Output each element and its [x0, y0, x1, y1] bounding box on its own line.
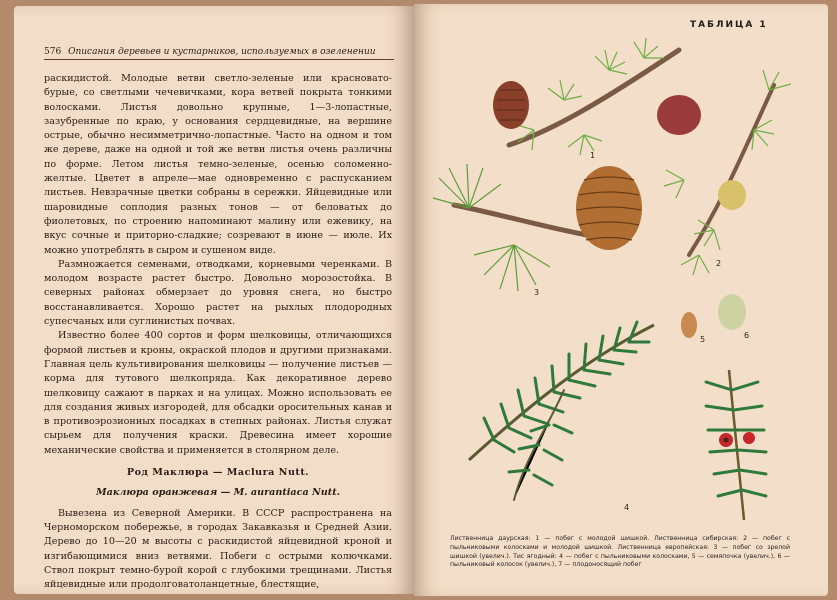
figure-label: 4 [624, 503, 630, 512]
figure-label: 2 [716, 259, 722, 268]
botanical-plate [414, 30, 828, 530]
paragraph: раскидистой. Молодые ветви светло-зеленые или красновато-бурые, со светлыми чечевичками, кора ветвей покрыта тонкими волосками. Листья довольно крупные, 1—3-лопастные, зазубренные по краю, у основания сердцевидные, на вершине острые, обычно несимметрично-лопастные. Часто на одном и том же дереве, даже на одной и той же ветви листья очень различны по форме. Летом листья темно-зеленые, осенью соломенно-желтые. Цветет в апреле—мае одновременно с распусканием листьев. Невзрачные цветки собраны в сережки. Яйцевидные или шаровидные соплодия разных тонов — от беловатых до фиолетовых, по строению напоминают малину или ежевику, на вкус сочные и приторно-сладкие; созревают в июне — июле. Их можно употреблять в сыром и сушеном виде. [44, 73, 392, 256]
page-number: 576 [44, 47, 62, 57]
figure-label: 3 [534, 288, 540, 297]
paragraph: Вывезена из Северной Америки. В СССР распространена на Черноморском побережье, в городах Закавказья и Средней Азии. Дерево до 10—20 м высоты с раскидистой яйцевидной кроной и изгибающимися вниз ветвями. Побеги с острыми колючками. Ствол покрыт темно-бурой корой с глубокими трещинами. Листья яйцевидные или продолговатоланцетные, блестящие, [44, 507, 392, 591]
larch-branch-1 [493, 38, 679, 155]
species-heading: Маклюра оранжевая — M. aurantiaca Nutt. [96, 487, 340, 499]
figure-label: 5 [700, 335, 706, 344]
ovule-icon [681, 312, 697, 338]
larch-branch-3 [433, 164, 642, 291]
running-head-title: Описания деревьев и кустарников, используемых в озеленении [68, 47, 376, 57]
pollen-strobile-icon [718, 294, 746, 330]
text-column [44, 72, 392, 592]
yew-branch-4 [469, 322, 654, 500]
figure-label: 1 [590, 151, 596, 160]
plate-caption: Лиственница даурская: 1 — побег с молодой шишкой. Лиственница сибирская: 2 — побег с пыльниковыми колосками и молодой шишкой. Лиственница европейская: 3 — побег со зрелой шишкой (увелич.). Тис ягодный: 4 — побег с пыльниковыми колосками, 5 — семяпочка (увелич.), 6 — пыльниковый колосок (увелич.), 7 — плодоносящий побег [450, 535, 790, 569]
yew-aril-icon [743, 432, 755, 444]
plate-title: ТАБЛИЦА 1 [690, 20, 768, 30]
female-cone-icon [657, 95, 701, 135]
genus-heading: Род Маклюра — Maclura Nutt. [126, 467, 310, 479]
larch-branch-2 [657, 70, 791, 275]
pollen-cone-icon [718, 180, 746, 210]
young-cone-icon [493, 81, 529, 129]
running-head [44, 47, 394, 60]
yew-branch-7 [706, 370, 766, 520]
paragraph: Известно более 400 сортов и форм шелковицы, отличающихся формой листьев и кроны, окраской плодов и другими признаками. Главная цель культивирования шелковицы — получение листьев — корма для тутового шелкопряда. Как декоративное дерево шелковицу сажают в парках и на улицах. Можно использовать ее для создания живых изгородей, для обсадки оросительных канав и в противоэрозионных посадках в степных районах. Листья служат сырьем для получения краски. Древесина имеет хорошие механические свойства и применяется в столярном деле. [44, 330, 392, 456]
figure-label: 6 [744, 331, 750, 340]
paragraph: Размножается семенами, отводками, корневыми черенками. В молодом возрасте растет быстро. Довольно морозостойка. В северных районах обмерзает до уровня снега, но быстро восстанавливается. Хорошо растет на рыхлых плодородных супесчаных или суглинистых почвах. [44, 258, 392, 328]
